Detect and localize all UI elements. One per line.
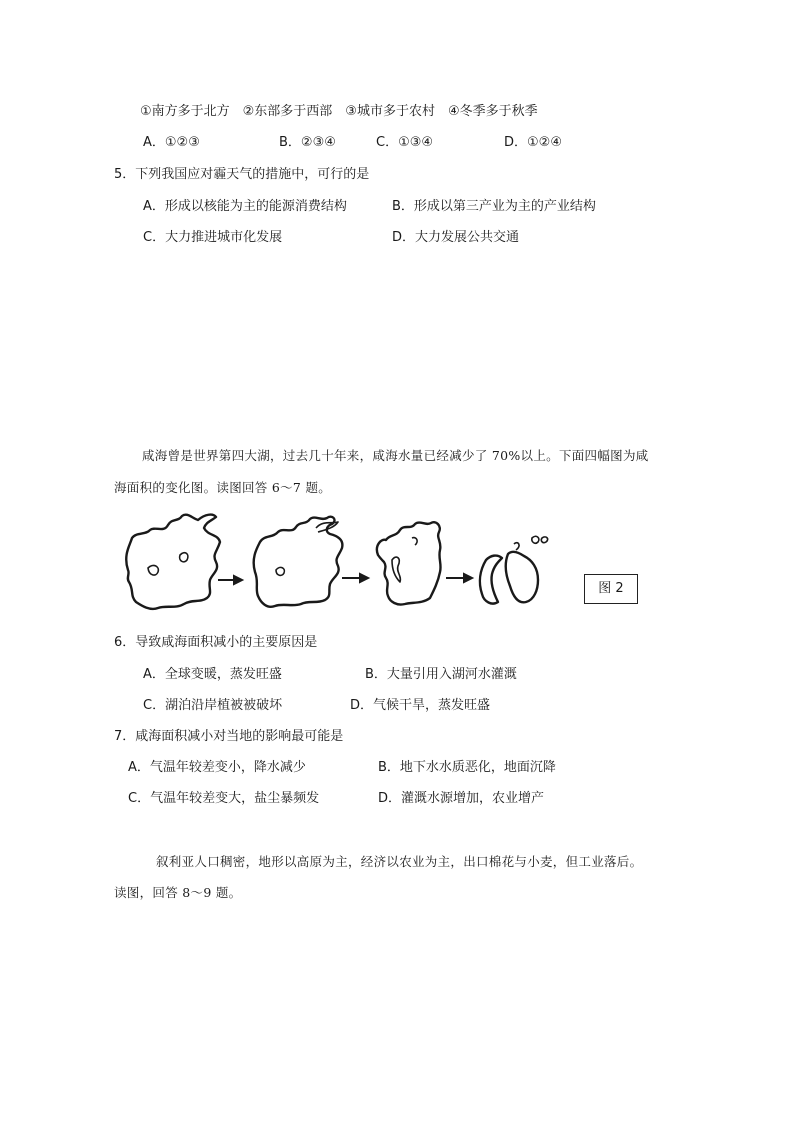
q6-option-b: B．大量引用入湖河水灌溉 — [365, 667, 517, 682]
aral-sea-figure — [120, 510, 570, 615]
q4-option-c: C．①③④ — [376, 135, 434, 150]
syria-intro-line1: 叙利亚人口稠密，地形以高原为主，经济以农业为主，出口棉花与小麦，但工业落后。 — [156, 854, 643, 869]
q5-option-c: C．大力推进城市化发展 — [143, 230, 283, 245]
q4-option-b: B．②③④ — [279, 135, 336, 150]
q7-option-b: B．地下水水质恶化，地面沉降 — [378, 760, 556, 775]
aral-intro-line1: 咸海曾是世界第四大湖，过去几十年来，咸海水量已经减少了 70%以上。下面四幅图为咸 — [142, 448, 649, 463]
aral-sea-map-2 — [254, 517, 343, 607]
q5-option-a: A．形成以核能为主的能源消费结构 — [143, 199, 347, 214]
q4-statements: ①南方多于北方 ②东部多于西部 ③城市多于农村 ④冬季多于秋季 — [140, 104, 538, 119]
q6-option-c: C．湖泊沿岸植被被破坏 — [143, 698, 283, 713]
q7-option-c: C．气温年较差变大，盐尘暴频发 — [128, 791, 320, 806]
aral-sea-map-1 — [126, 515, 220, 609]
figure-label: 图 2 — [584, 574, 638, 604]
q7-option-d: D．灌溉水源增加，农业增产 — [378, 791, 545, 806]
q6-option-d: D．气候干旱，蒸发旺盛 — [350, 698, 491, 713]
q5-stem: 5．下列我国应对霾天气的措施中，可行的是 — [114, 167, 370, 182]
q6-stem: 6．导致咸海面积减小的主要原因是 — [114, 635, 318, 650]
q5-option-b: B．形成以第三产业为主的产业结构 — [392, 199, 596, 214]
aral-intro-line2: 海面积的变化图。读图回答 6～7 题。 — [114, 480, 332, 495]
q7-option-a: A．气温年较差变小，降水减少 — [128, 760, 306, 775]
q7-stem: 7．咸海面积减小对当地的影响最可能是 — [114, 729, 344, 744]
aral-sea-map-4 — [480, 556, 502, 604]
q4-option-d: D．①②④ — [504, 135, 562, 150]
q6-option-a: A．全球变暖，蒸发旺盛 — [143, 667, 282, 682]
aral-sea-map-3 — [377, 522, 441, 604]
q4-option-a: A．①②③ — [143, 135, 200, 150]
q5-option-d: D．大力发展公共交通 — [392, 230, 520, 245]
syria-intro-line2: 读图，回答 8～9 题。 — [114, 885, 242, 900]
